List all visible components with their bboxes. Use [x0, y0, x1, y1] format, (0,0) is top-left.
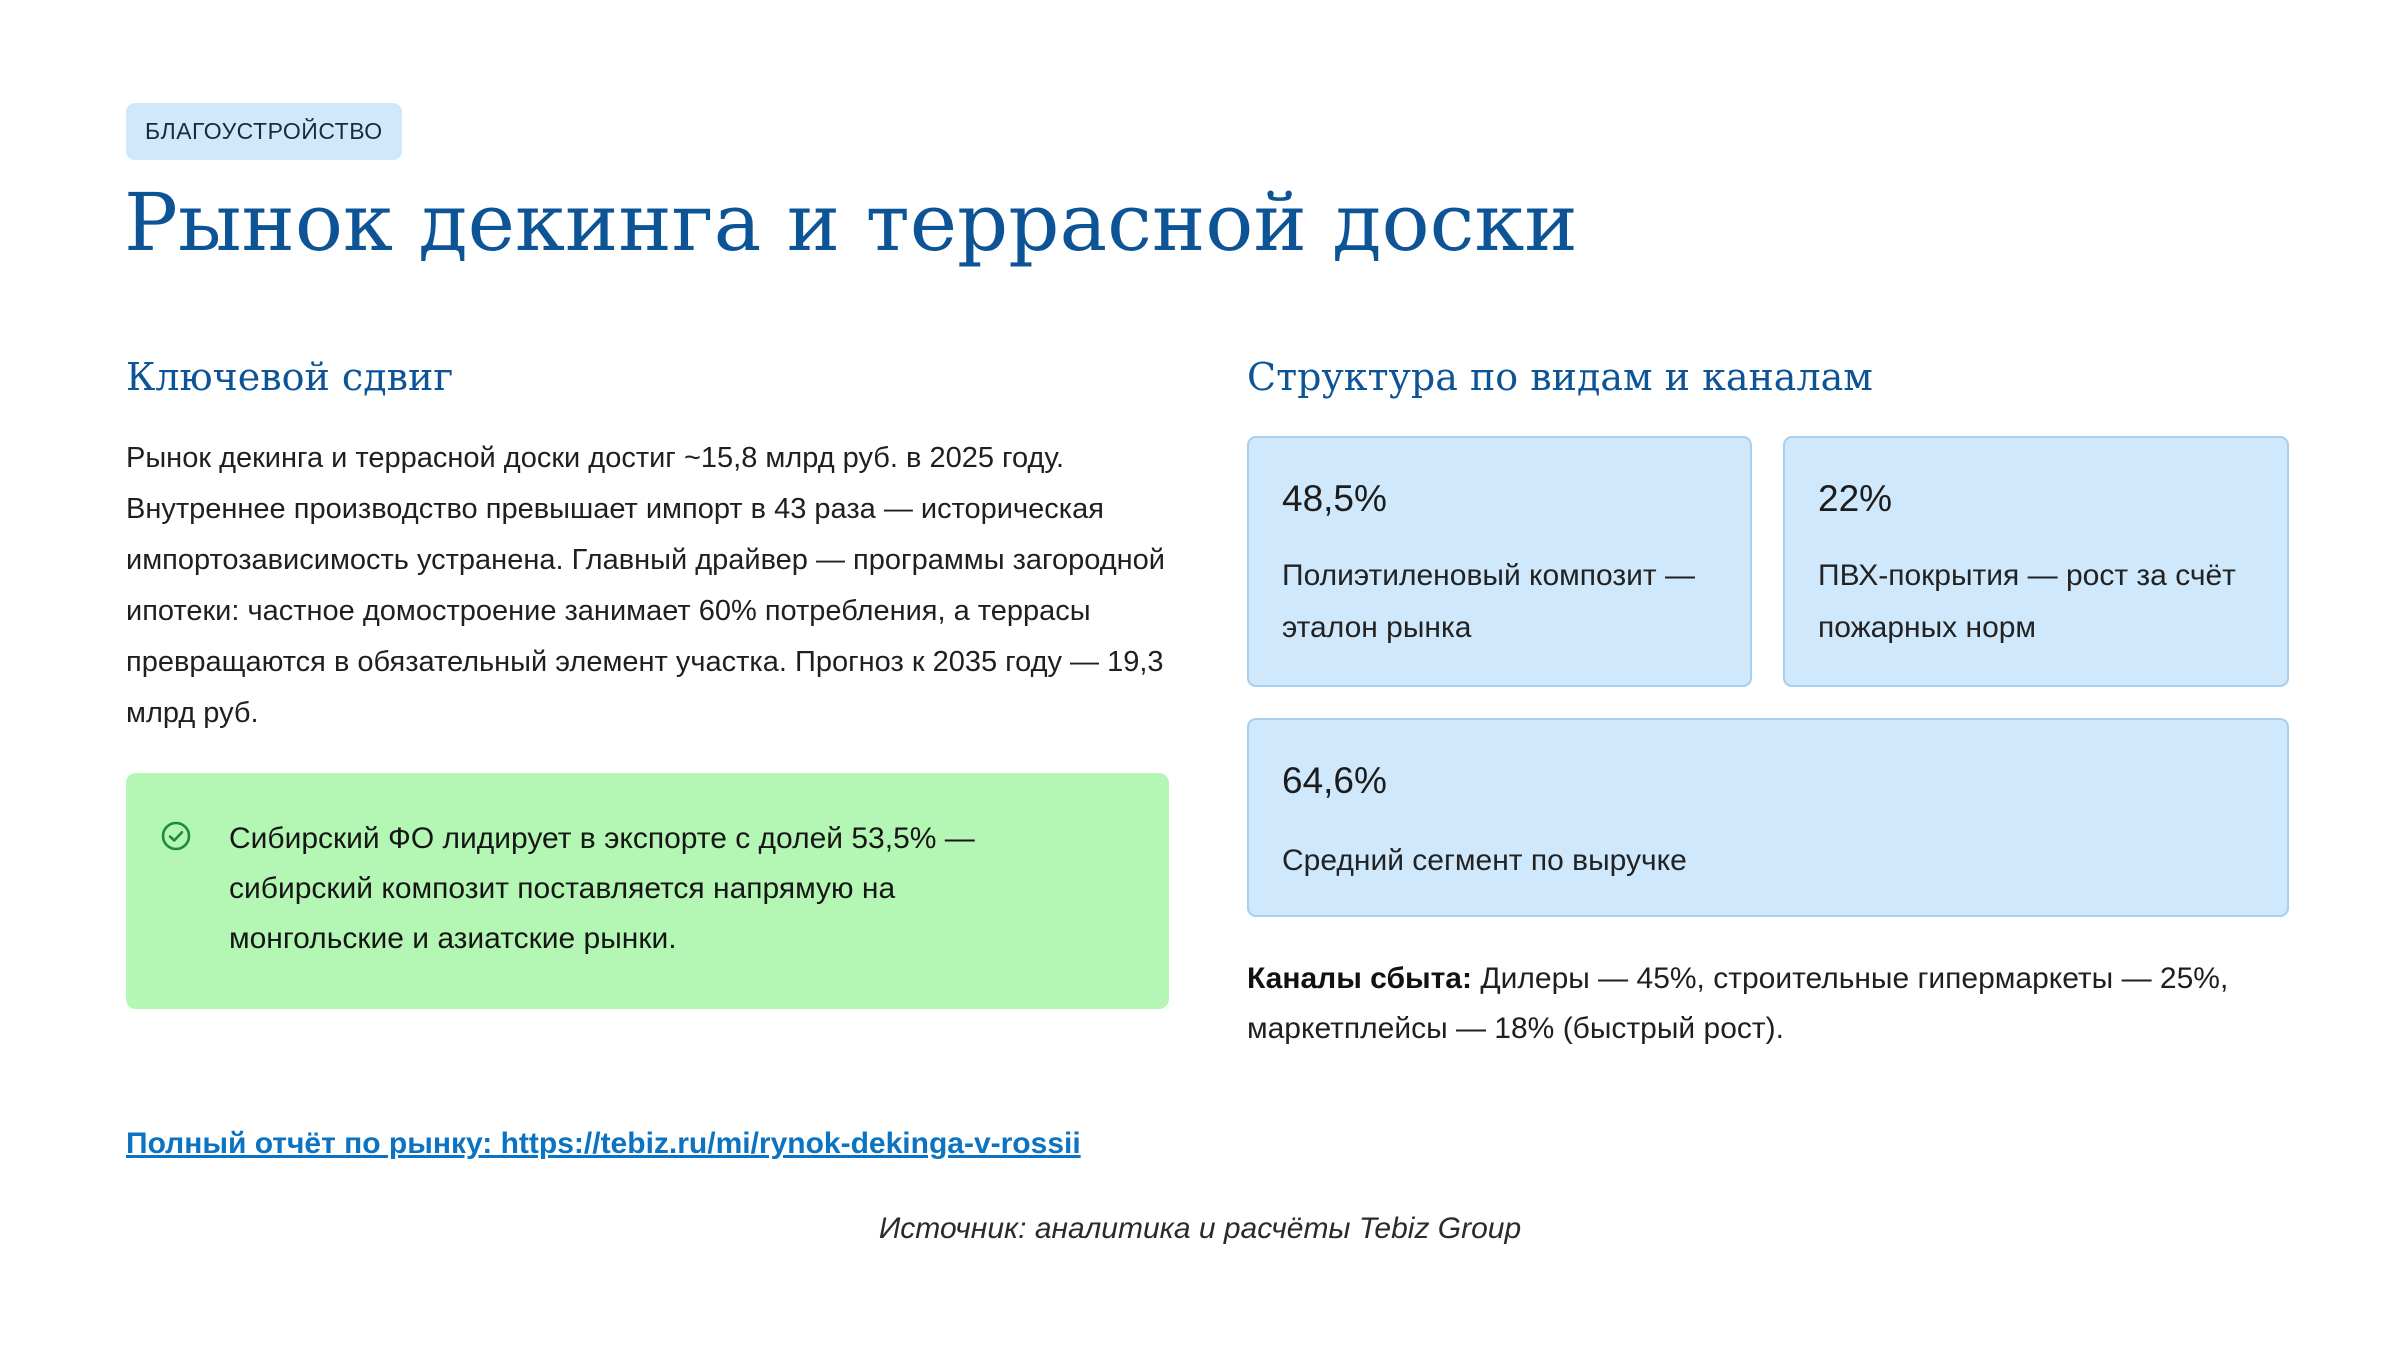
sales-channels-label: Каналы сбыта:: [1247, 962, 1472, 995]
callout-text: Сибирский ФО лидирует в экспорте с долей 53,5% — сибирский композит поставляется напрямую на монгольские и азиатские рынки.: [229, 822, 975, 955]
stat-card-pe-composite: [1247, 436, 1752, 687]
stat-label: ПВХ-покрытия — рост за счёт пожарных норм: [1818, 559, 2236, 644]
stat-card-pvc: [1783, 436, 2289, 687]
export-callout: [126, 773, 1169, 1009]
check-circle-icon: [160, 820, 192, 852]
page-title: Рынок декинга и террасной доски: [124, 176, 1578, 269]
structure-heading: Структура по видам и каналам: [1247, 355, 1873, 399]
category-tag: БЛАГОУСТРОЙСТВО: [126, 103, 402, 160]
sales-channels: [1247, 954, 2307, 1054]
stat-value: 48,5%: [1282, 478, 1387, 519]
full-report-link[interactable]: Полный отчёт по рынку: https://tebiz.ru/mi/rynok-dekinga-v-rossii: [126, 1127, 1081, 1160]
stat-value: 22%: [1818, 478, 1893, 519]
stat-label: Полиэтиленовый композит — эталон рынка: [1282, 559, 1695, 644]
sales-channels-text: Дилеры — 45%, строительные гипермаркеты — 25%, маркетплейсы — 18% (быстрый рост).: [1247, 962, 2229, 1045]
source-note: Источник: аналитика и расчёты Tebiz Group: [878, 1212, 1522, 1245]
stat-value: 64,6%: [1282, 760, 1387, 801]
key-shift-text: Рынок декинга и террасной доски достиг ~15,8 млрд руб. в 2025 году. Внутреннее производство превышает импорт в 43 раза — историческая импортозависимость устранена. Главный драйвер — программы загородной ипотеки: частное домостроение занимает 60% потребления, а террасы превращаются в обязательный элемент участка. Прогноз к 2035 году — 19,3 млрд руб.: [126, 442, 1166, 729]
stat-card-middle-segment: [1247, 718, 2289, 917]
stat-label: Средний сегмент по выручке: [1282, 844, 1687, 877]
key-shift-heading: Ключевой сдвиг: [126, 355, 454, 399]
